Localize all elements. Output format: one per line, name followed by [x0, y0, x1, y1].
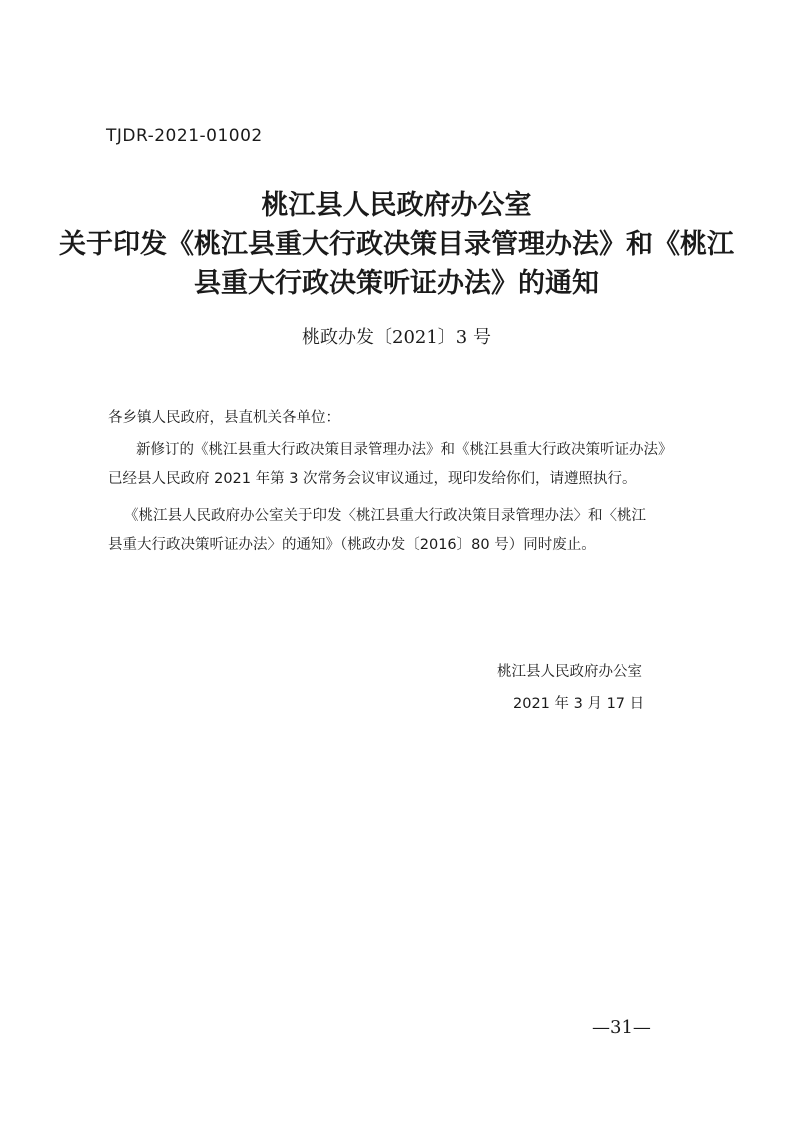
page-number: —31—	[592, 1017, 651, 1038]
document-number: 桃政办发〔2021〕3 号	[302, 327, 491, 348]
title-line-issuer: 桃江县人民政府办公室	[261, 190, 532, 221]
title-line-subject-2: 县重大行政决策听证办法》的通知	[194, 268, 599, 299]
paragraph-2-line-1: 《桃江县人民政府办公室关于印发〈桃江县重大行政决策目录管理办法〉和〈桃江	[124, 508, 646, 524]
paragraph-1-line-1: 新修订的《桃江县重大行政决策目录管理办法》和《桃江县重大行政决策听证办法》	[136, 442, 673, 458]
document-code: TJDR-2021-01002	[106, 126, 263, 146]
signing-date: 2021 年 3 月 17 日	[513, 696, 645, 712]
paragraph-1-line-2: 已经县人民政府 2021 年第 3 次常务会议审议通过，现印发给你们，请遵照执行。	[108, 471, 637, 487]
document-title	[0, 186, 793, 303]
title-line-subject-1: 关于印发《桃江县重大行政决策目录管理办法》和《桃江	[59, 229, 734, 260]
salutation: 各乡镇人民政府，县直机关各单位：	[108, 410, 340, 426]
paragraph-2-line-2: 县重大行政决策听证办法〉的通知》（桃政办发〔2016〕80 号）同时废止。	[108, 537, 596, 553]
signer: 桃江县人民政府办公室	[497, 664, 642, 680]
